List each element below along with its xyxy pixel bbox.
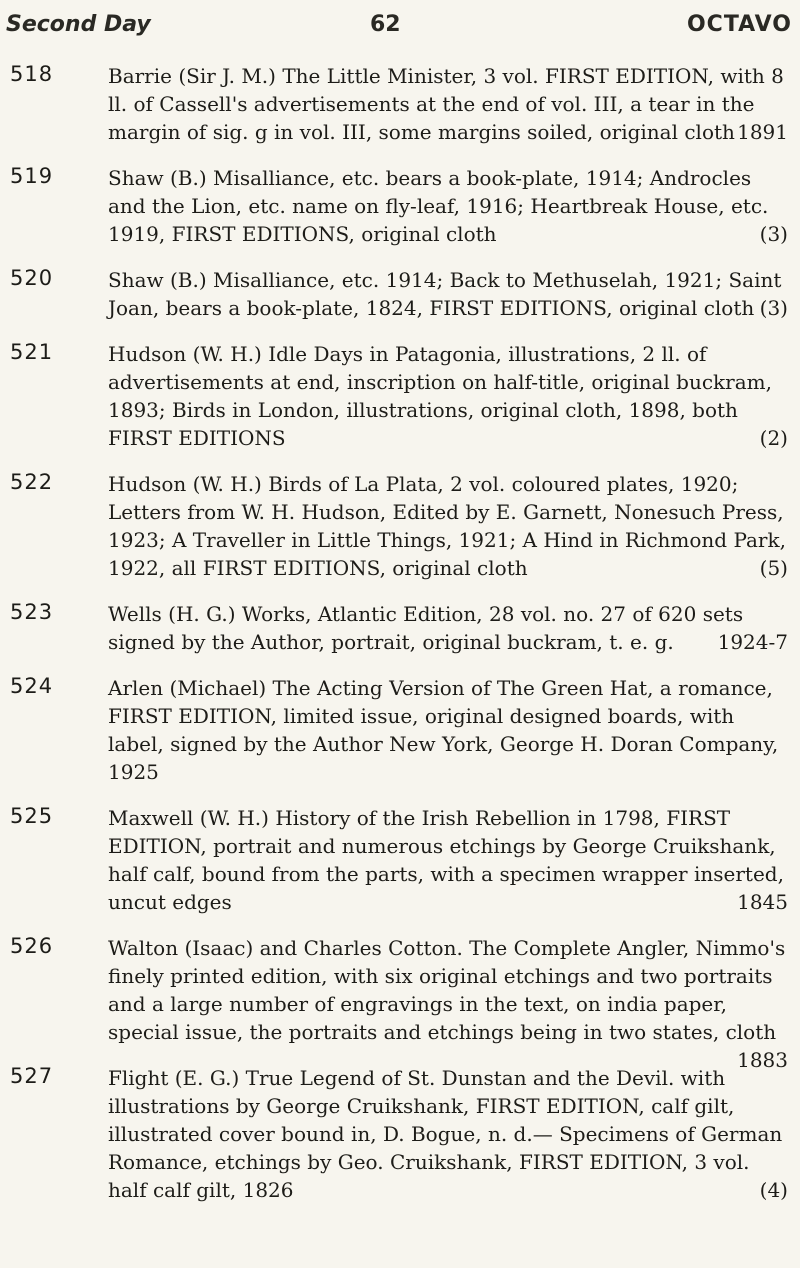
lot-entry (0, 62, 800, 146)
lot-suffix: (2) (759, 426, 788, 450)
page-number: 62 (370, 12, 401, 37)
lot-entry (0, 470, 800, 582)
lot-description (108, 600, 788, 656)
lot-suffix: 1845 (737, 890, 788, 914)
lot-description (108, 934, 788, 1072)
lot-number: 523 (10, 600, 54, 624)
lot-text: Hudson (W. H.) Idle Days in Patagonia, illustrations, 2 ll. of advertisements at end, inscription on half-title, original buckram, 1893; Birds in London, illustrations, original cloth, 1898, both FIRST EDITIONS (108, 342, 772, 450)
lot-number: 520 (10, 266, 54, 290)
lot-list (0, 62, 800, 1222)
lot-text: Barrie (Sir J. M.) The Little Minister, 3 vol. FIRST EDITION, with 8 ll. of Cassell's advertisements at the end of vol. III, a tear in the margin of sig. g in vol. III, some margins soiled, original cloth (108, 64, 784, 144)
lot-text: Flight (E. G.) True Legend of St. Dunstan and the Devil. with illustrations by George Cruikshank, FIRST EDITION, calf gilt, illustrated cover bound in, D. Bogue, n. d.— Specimens of German Romance, etchings by Geo. Cruikshank, FIRST EDITION, 3 vol. half calf gilt, 1826 (108, 1066, 783, 1202)
lot-description (108, 164, 788, 248)
lot-suffix: 1883 (737, 1048, 788, 1072)
lot-entry (0, 1064, 800, 1204)
lot-number: 519 (10, 164, 54, 188)
header-section: Second Day (6, 12, 151, 37)
lot-description (108, 804, 788, 916)
lot-entry (0, 600, 800, 656)
lot-description (108, 470, 788, 582)
lot-number: 526 (10, 934, 54, 958)
lot-text: Maxwell (W. H.) History of the Irish Rebellion in 1798, FIRST EDITION, portrait and numerous etchings by George Cruikshank, half calf, bound from the parts, with a specimen wrapper inserted, uncut edges (108, 806, 784, 914)
lot-suffix: (5) (759, 556, 788, 580)
lot-entry (0, 340, 800, 452)
lot-suffix: (3) (759, 222, 788, 246)
lot-text: Shaw (B.) Misalliance, etc. bears a book-plate, 1914; Androcles and the Lion, etc. name on fly-leaf, 1916; Heartbreak House, etc. 1919, FIRST EDITIONS, original cloth (108, 166, 769, 246)
lot-description (108, 266, 788, 322)
page-header (0, 4, 800, 52)
lot-description (108, 62, 788, 146)
lot-description (108, 340, 788, 452)
lot-description (108, 1064, 788, 1204)
lot-text: Wells (H. G.) Works, Atlantic Edition, 28 vol. no. 27 of 620 sets signed by the Author, portrait, original buckram, t. e. g. (108, 602, 744, 654)
lot-number: 527 (10, 1064, 54, 1088)
lot-entry (0, 266, 800, 322)
lot-text: Shaw (B.) Misalliance, etc. 1914; Back to Methuselah, 1921; Saint Joan, bears a book-plate, 1824, FIRST EDITIONS, original cloth (108, 268, 782, 320)
lot-text: Walton (Isaac) and Charles Cotton. The Complete Angler, Nimmo's finely printed edition, with six original etchings and two portraits and a large number of engravings in the text, on india paper, special issue, the portraits and etchings being in two states, cloth (108, 936, 786, 1044)
lot-number: 521 (10, 340, 54, 364)
lot-number: 518 (10, 62, 54, 86)
lot-suffix: (4) (759, 1178, 788, 1202)
lot-suffix: (3) (759, 296, 788, 320)
lot-entry (0, 934, 800, 1072)
lot-suffix: 1924-7 (717, 630, 788, 654)
lot-number: 525 (10, 804, 54, 828)
lot-entry (0, 804, 800, 916)
lot-entry (0, 164, 800, 248)
lot-description (108, 674, 788, 786)
lot-entry (0, 674, 800, 786)
lot-text: Arlen (Michael) The Acting Version of The Green Hat, a romance, FIRST EDITION, limited issue, original designed boards, with label, signed by the Author New York, George H. Doran Company, 1925 (108, 676, 779, 784)
lot-text: Hudson (W. H.) Birds of La Plata, 2 vol. coloured plates, 1920; Letters from W. H. Hudson, Edited by E. Garnett, Nonesuch Press, 1923; A Traveller in Little Things, 1921; A Hind in Richmond Park, 1922, all FIRST EDITIONS, original cloth (108, 472, 786, 580)
header-format: OCTAVO (686, 12, 792, 37)
lot-number: 524 (10, 674, 54, 698)
lot-suffix: 1891 (737, 120, 788, 144)
lot-number: 522 (10, 470, 54, 494)
